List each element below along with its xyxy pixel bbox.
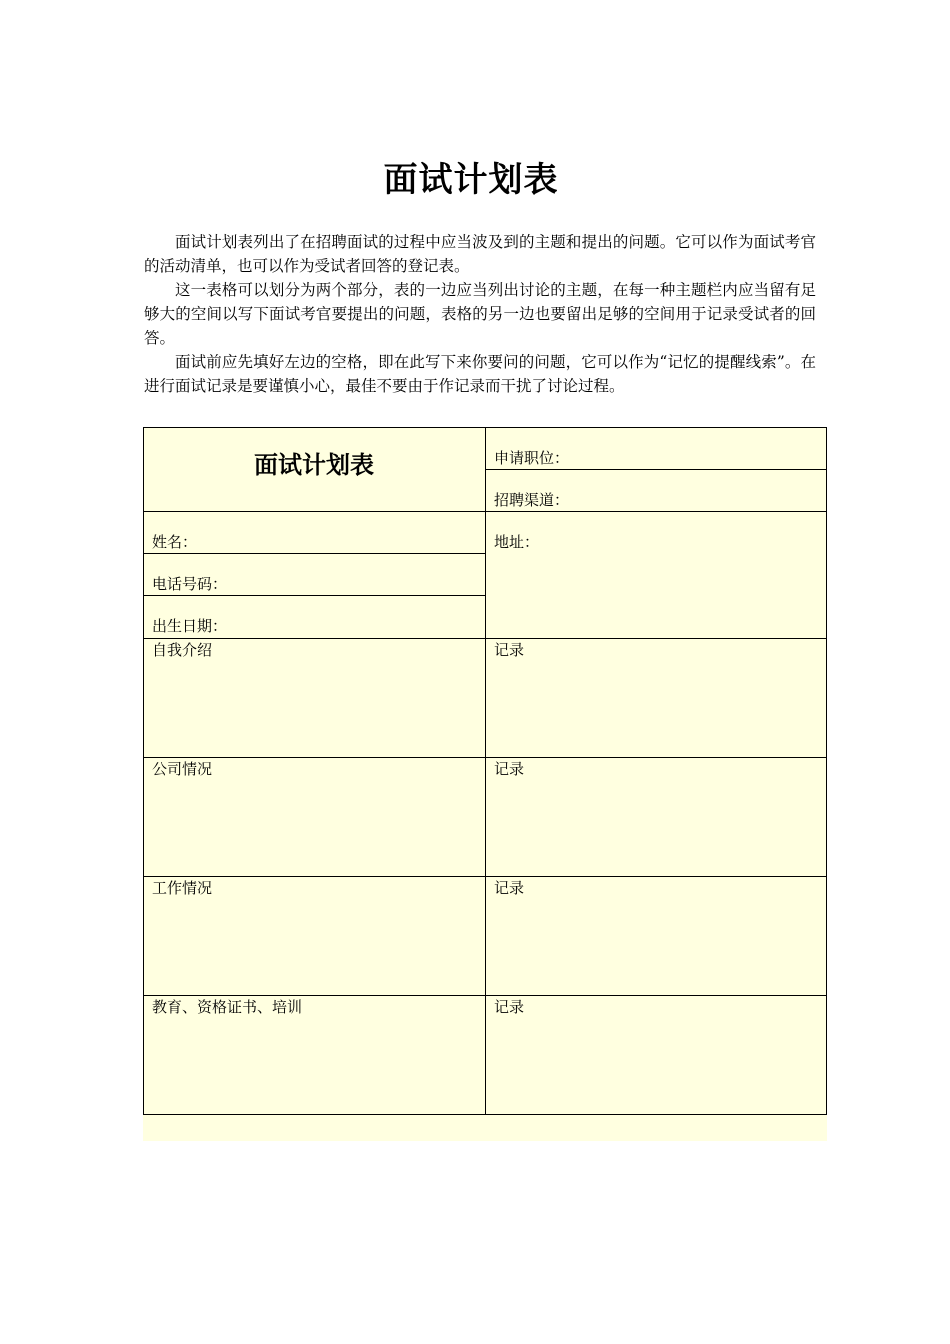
column-divider [485, 427, 486, 1115]
topic-work[interactable]: 工作情况 [152, 879, 213, 897]
position-field[interactable]: 申请职位： [494, 449, 570, 467]
intro-text [144, 230, 816, 398]
record-education[interactable]: 记录 [494, 998, 525, 1016]
row-divider [143, 876, 827, 877]
address-field[interactable]: 地址： [494, 533, 540, 551]
intro-paragraph: 面试计划表列出了在招聘面试的过程中应当波及到的主题和提出的问题。它可以作为面试考官的活动清单，也可以作为受试者回答的登记表。 [144, 233, 816, 275]
name-field[interactable]: 姓名： [152, 533, 198, 551]
row-divider [143, 638, 827, 639]
row-divider [485, 469, 827, 470]
row-divider [143, 553, 485, 554]
channel-field[interactable]: 招聘渠道： [494, 491, 570, 509]
record-work[interactable]: 记录 [494, 879, 525, 897]
form-title: 面试计划表 [254, 451, 374, 479]
page-title: 面试计划表 [383, 160, 559, 200]
border-left [143, 427, 144, 1115]
row-divider [143, 595, 485, 596]
record-company[interactable]: 记录 [494, 760, 525, 778]
row-divider [143, 511, 827, 512]
record-self-intro[interactable]: 记录 [494, 641, 525, 659]
row-divider [143, 757, 827, 758]
border-right [826, 427, 827, 1115]
topic-company[interactable]: 公司情况 [152, 760, 213, 778]
topic-education[interactable]: 教育、资格证书、培训 [152, 998, 303, 1016]
birth-date-field[interactable]: 出生日期： [152, 617, 228, 635]
phone-field[interactable]: 电话号码： [152, 575, 228, 593]
intro-paragraph: 面试前应先填好左边的空格，即在此写下来你要问的问题，它可以作为“记忆的提醒线索”。在进行面试记录是要谨慎小心，最佳不要由于作记录而干扰了讨论过程。 [144, 353, 816, 395]
row-divider [143, 995, 827, 996]
topic-self-intro[interactable]: 自我介绍 [152, 641, 213, 659]
interview-plan-form [143, 427, 827, 1141]
intro-paragraph: 这一表格可以划分为两个部分，表的一边应当列出讨论的主题，在每一种主题栏内应当留有足够大的空间以写下面试考官要提出的问题，表格的另一边也要留出足够的空间用于记录受试者的回答。 [144, 281, 816, 347]
